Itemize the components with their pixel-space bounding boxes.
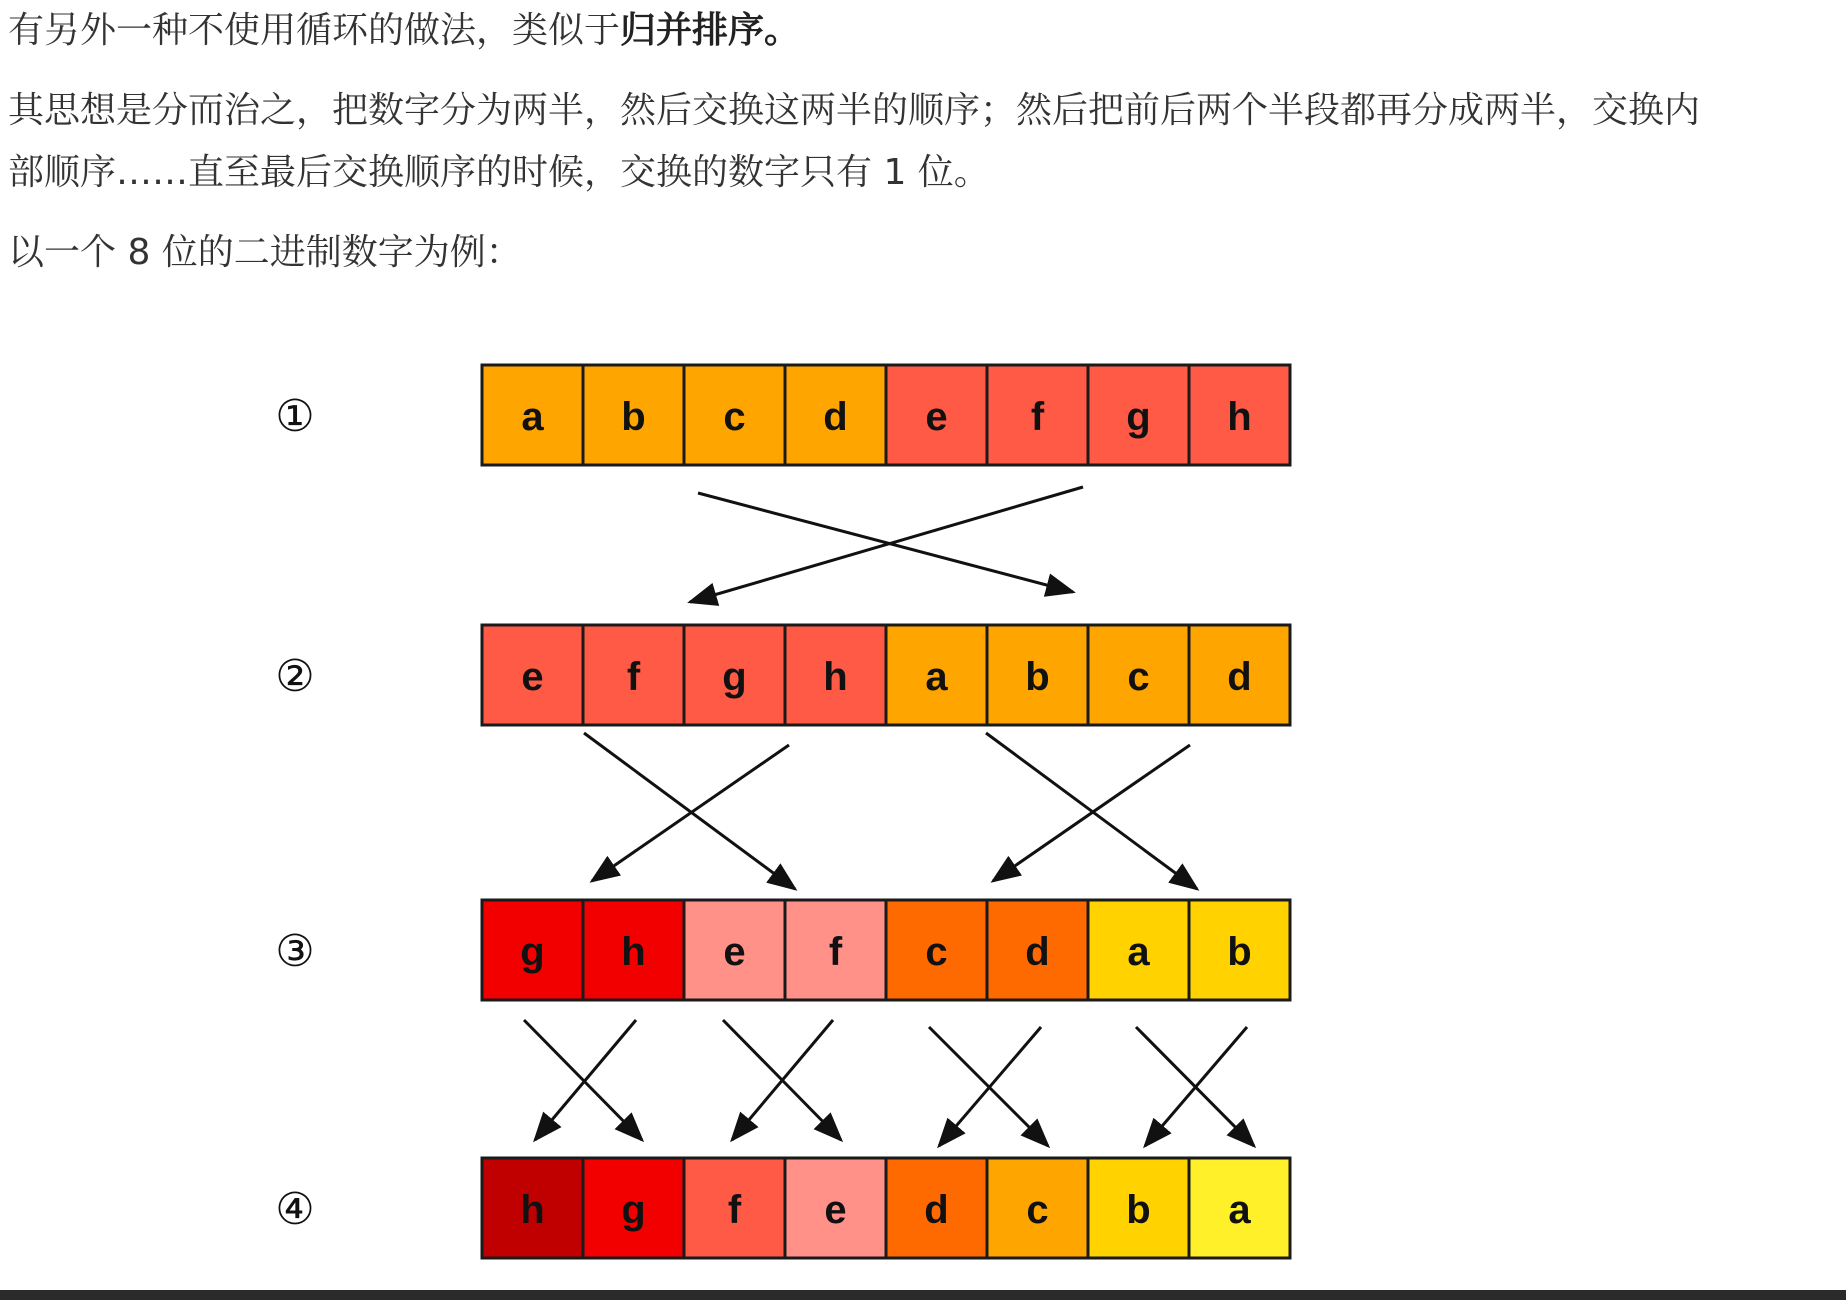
bit-letter: e: [824, 1188, 847, 1232]
row-1: [275, 365, 1290, 465]
bit-letter: c: [723, 395, 746, 439]
bit-letter: g: [1126, 395, 1151, 439]
bit-letter: f: [626, 655, 641, 699]
bit-letter: d: [823, 395, 848, 439]
bit-letter: f: [727, 1188, 742, 1232]
bit-letter: a: [925, 655, 948, 699]
swap-arrow: [732, 1020, 833, 1140]
bit-letter: h: [621, 930, 646, 974]
bit-letter: b: [621, 395, 646, 439]
bit-letter: c: [1127, 655, 1150, 699]
bit-letter: h: [520, 1188, 545, 1232]
swap-arrow: [535, 1020, 636, 1140]
row-2: [275, 625, 1290, 725]
bit-letter: g: [621, 1188, 646, 1232]
step-label: ③: [275, 926, 315, 977]
bit-letter: g: [520, 930, 545, 974]
swap-arrow: [690, 487, 1083, 602]
bit-letter: e: [723, 930, 746, 974]
swap-arrow: [592, 745, 789, 881]
rows-layer: [275, 365, 1290, 1258]
bit-letter: a: [1228, 1188, 1251, 1232]
arrows-layer: [524, 487, 1254, 1146]
step-label: ②: [275, 651, 315, 702]
bit-letter: b: [1227, 930, 1252, 974]
bit-letter: f: [828, 930, 843, 974]
intro-bold-term: 归并排序。: [620, 10, 801, 51]
bit-letter: a: [521, 395, 544, 439]
intro-text: 有另外一种不使用循环的做法，类似于: [8, 10, 621, 51]
example-paragraph: 以一个 8 位的二进制数字为例：: [8, 232, 522, 273]
idea-line-2: 部顺序……直至最后交换顺序的时候，交换的数字只有 1 位。: [8, 152, 990, 193]
swap-arrow: [524, 1020, 642, 1140]
bit-letter: e: [925, 395, 948, 439]
bit-letter: e: [521, 655, 544, 699]
bit-letter: b: [1126, 1188, 1151, 1232]
bit-letter: g: [722, 655, 747, 699]
step-label: ①: [275, 391, 315, 442]
bit-letter: c: [1026, 1188, 1049, 1232]
bottom-bar: [0, 1290, 1846, 1300]
bit-letter: c: [925, 930, 948, 974]
bit-letter: h: [823, 655, 848, 699]
row-3: [275, 900, 1290, 1000]
step-label: ④: [275, 1184, 315, 1235]
bit-letter: d: [1227, 655, 1252, 699]
idea-line-1: 其思想是分而治之，把数字分为两半，然后交换这两半的顺序；然后把前后两个半段都再分成两半，交换内: [8, 90, 1701, 131]
bit-letter: d: [1025, 930, 1050, 974]
bit-letter: d: [924, 1188, 949, 1232]
bit-letter: h: [1227, 395, 1252, 439]
swap-arrow: [1145, 1027, 1247, 1146]
swap-arrow: [939, 1027, 1041, 1146]
bit-letter: f: [1030, 395, 1045, 439]
bit-letter: a: [1127, 930, 1150, 974]
row-4: [275, 1158, 1290, 1258]
bit-letter: b: [1025, 655, 1050, 699]
